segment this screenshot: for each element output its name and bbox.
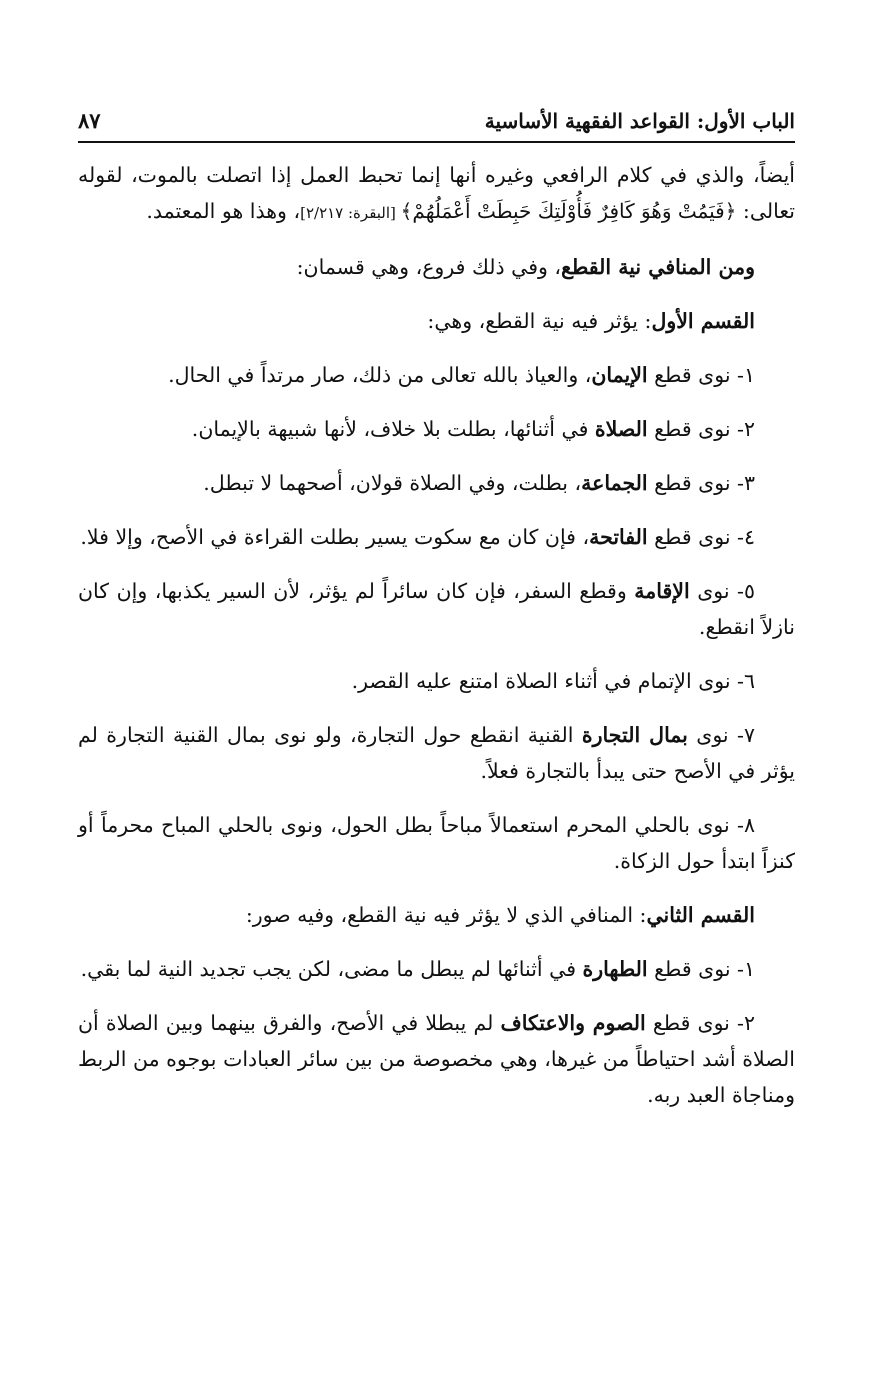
page-header — [78, 108, 795, 143]
item-text: ٢- نوى قطع — [647, 417, 755, 441]
page-number: ٨٧ — [78, 108, 101, 133]
item-text: القنية انقطع حول التجارة، ولو نوى بمال القنية التجارة لم يؤثر في الأصح حتى يبدأ بالتجارة فعلاً. — [78, 723, 795, 783]
item-text: ٢- نوى قطع — [645, 1011, 755, 1035]
item-text: في أثنائها لم يبطل ما مضى، لكن يجب تجديد النية لما بقي. — [80, 957, 583, 981]
bold-heading: ومن المنافي نية القطع — [561, 255, 755, 279]
section-2-label: القسم الثاني — [646, 903, 755, 927]
paragraph-niyyat-qat — [78, 249, 795, 285]
item-text: ، فإن كان مع سكوت يسير بطلت القراءة في الأصح، وإلا فلا. — [80, 525, 590, 549]
list-item — [78, 663, 795, 699]
intro-text-2: ، وهذا هو المعتمد. — [146, 199, 301, 223]
list-item — [78, 357, 795, 393]
item-text: ، والعياذ بالله تعالى من ذلك، صار مرتداً في الحال. — [168, 363, 592, 387]
list-item — [78, 573, 795, 645]
item-text: وقطع السفر، فإن كان سائراً لم يؤثر، لأن السير يكذبها، وإن كان نازلاً انقطع. — [78, 579, 795, 639]
item-bold: الإيمان — [591, 363, 648, 387]
section-2-text: : المنافي الذي لا يؤثر فيه نية القطع، وفيه صور: — [245, 903, 647, 927]
section-1-label: القسم الأول — [651, 309, 755, 333]
item-text: ٨- نوى بالحلي المحرم استعمالاً مباحاً بطل الحول، ونوى بالحلي المباح محرماً أو كنزاً ابتدأ حول الزكاة. — [78, 813, 795, 873]
item-bold: الجماعة — [581, 471, 648, 495]
item-bold: الصوم والاعتكاف — [500, 1011, 646, 1035]
item-text: ٤- نوى قطع — [647, 525, 755, 549]
item-text: ، بطلت، وفي الصلاة قولان، أصحهما لا تبطل. — [203, 471, 582, 495]
item-bold: الفاتحة — [589, 525, 648, 549]
chapter-title: الباب الأول: القواعد الفقهية الأساسية — [484, 109, 795, 133]
quran-verse: ﴿فَيَمُتْ وَهُوَ كَافِرٌ فَأُوْلَتِكَ حَبِطَتْ أَعْمَلُهُمْ﴾ — [400, 199, 737, 223]
section-2-heading — [78, 897, 795, 933]
item-text: لم يبطلا في الأصح، والفرق بينهما وبين الصلاة أن الصلاة أشد احتياطاً من غيرها، وهي مخصوصة من بين سائر العبادات بوجوه من الربط ومناجاة العبد ربه. — [78, 1011, 795, 1107]
section-1-heading — [78, 303, 795, 339]
list-item — [78, 717, 795, 789]
item-text: ٧- نوى — [687, 723, 755, 747]
list-item — [78, 411, 795, 447]
item-bold: الصلاة — [594, 417, 648, 441]
list-item — [78, 951, 795, 987]
list-item — [78, 807, 795, 879]
list-item — [78, 519, 795, 555]
item-text: ٥- نوى — [689, 579, 755, 603]
paragraph-text: ، وفي ذلك فروع، وهي قسمان: — [296, 255, 562, 279]
verse-reference: [البقرة: ٢/٢١٧] — [300, 204, 401, 222]
item-text: ١- نوى قطع — [647, 957, 755, 981]
intro-paragraph — [78, 157, 795, 231]
page-body — [78, 157, 795, 1113]
item-bold: بمال التجارة — [581, 723, 688, 747]
section-1-text: : يؤثر فيه نية القطع، وهي: — [427, 309, 652, 333]
list-item — [78, 465, 795, 501]
item-text: ٦- نوى الإتمام في أثناء الصلاة امتنع عليه القصر. — [351, 669, 755, 693]
list-item — [78, 1005, 795, 1113]
item-bold: الطهارة — [582, 957, 648, 981]
item-text: ١- نوى قطع — [647, 363, 755, 387]
item-text: في أثنائها، بطلت بلا خلاف، لأنها شبيهة بالإيمان. — [191, 417, 595, 441]
item-text: ٣- نوى قطع — [647, 471, 755, 495]
item-bold: الإقامة — [634, 579, 690, 603]
intro-text-1: أيضاً، والذي في كلام الرافعي وغيره أنها إنما تحبط العمل إذا اتصلت بالموت، لقوله تعالى: — [78, 163, 795, 223]
